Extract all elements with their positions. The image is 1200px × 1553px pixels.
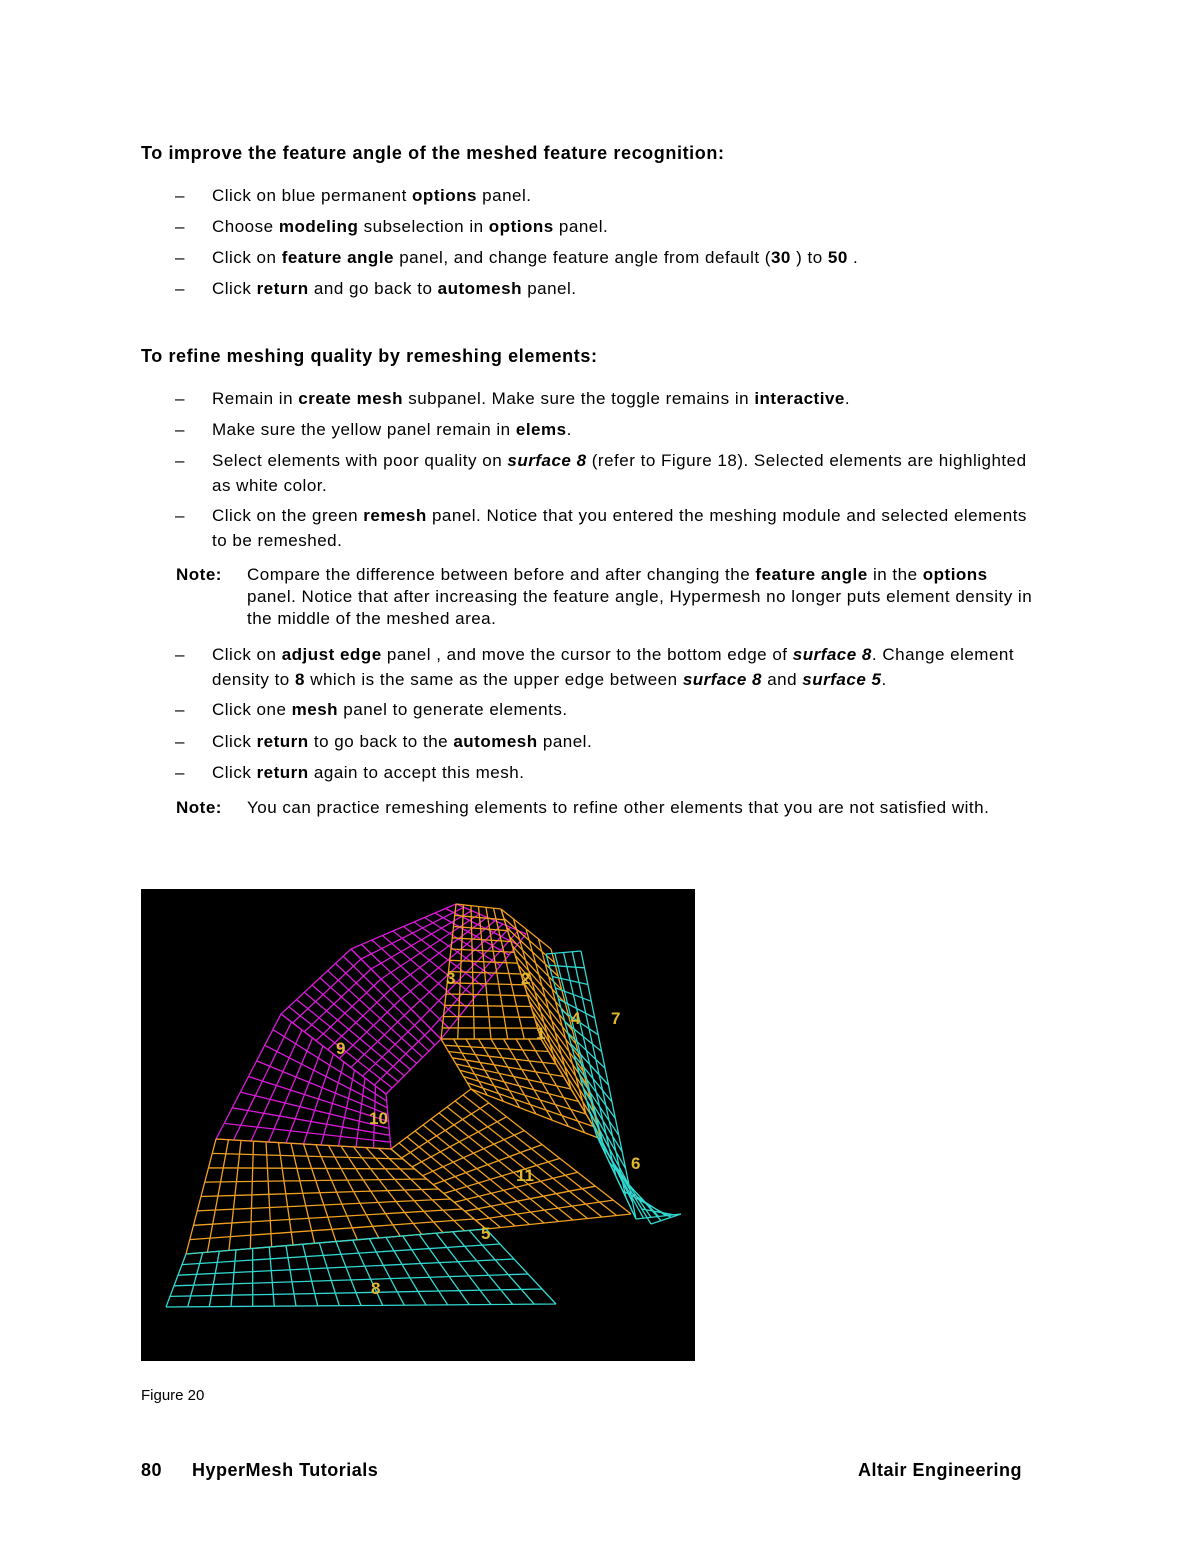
emphasis-bold: return <box>256 732 309 751</box>
mesh-illustration <box>141 889 695 1361</box>
text-run: panel. Notice that you entered the meshing module and selected elements to be remeshed. <box>212 506 1027 550</box>
text-run: Click on <box>212 645 282 664</box>
emphasis-bold: automesh <box>453 732 538 751</box>
text-run: Select elements with poor quality on <box>212 451 508 470</box>
note-practice <box>176 797 1036 819</box>
bullet-dash: – <box>175 420 185 439</box>
text-run: subpanel. Make sure the toggle remains in <box>403 389 755 408</box>
emphasis-bold: 50 <box>827 248 848 267</box>
bullet-dash: – <box>175 248 185 267</box>
note-text <box>247 797 1036 819</box>
text-run: Click <box>212 732 257 751</box>
note-text <box>247 564 1036 630</box>
bullet-dash: – <box>175 186 185 205</box>
steps-list-remesh-b <box>141 642 1041 785</box>
footer-left <box>141 1460 378 1481</box>
footer-company: Altair Engineering <box>857 1460 1022 1480</box>
text-run: . <box>566 420 572 439</box>
surface-3-mesh <box>351 904 526 1039</box>
bullet-dash: – <box>175 506 185 525</box>
list-item <box>141 245 1041 270</box>
surface-label-6: 6 <box>631 1154 641 1173</box>
surface-label-8: 8 <box>371 1279 381 1298</box>
surface-label-3: 3 <box>446 969 456 988</box>
bullet-dash: – <box>175 732 185 751</box>
text-run: panel. <box>521 279 577 298</box>
text-run: . <box>844 389 851 408</box>
bullet-dash: – <box>175 645 185 664</box>
text-run: You can practice remeshing elements to refine other elements that you are not satisfied with. <box>247 798 990 817</box>
list-item <box>141 448 1041 498</box>
list-item <box>141 276 1041 301</box>
emphasis-bold: feature angle <box>755 565 868 584</box>
emphasis-bold-italic: surface 8 <box>507 451 587 470</box>
bullet-dash: – <box>175 389 185 408</box>
figure-caption: Figure 20 <box>141 1387 205 1404</box>
surface-label-10: 10 <box>369 1109 388 1128</box>
section-heading-remesh: To refine meshing quality by remeshing elements: <box>141 346 598 366</box>
text-run: panel. <box>553 217 609 236</box>
emphasis-bold: 30 <box>770 248 791 267</box>
steps-list-remesh-a <box>141 386 1041 553</box>
text-run: Click <box>212 763 257 782</box>
text-run: Click one <box>212 700 292 719</box>
text-run: and go back to <box>308 279 438 298</box>
emphasis-bold: return <box>256 763 309 782</box>
note-feature-angle <box>176 564 1036 630</box>
emphasis-bold: adjust edge <box>281 645 382 664</box>
surface-4-mesh <box>501 909 601 1139</box>
emphasis-bold: create mesh <box>298 389 403 408</box>
surface-label-11: 11 <box>516 1166 534 1185</box>
text-run: and <box>761 670 803 689</box>
emphasis-bold: modeling <box>278 217 359 236</box>
steps-list-feature-angle <box>141 183 1041 301</box>
emphasis-bold: elems <box>515 420 567 439</box>
list-item <box>141 214 1041 239</box>
text-run: . Change element density to <box>212 645 1015 689</box>
section-heading-feature-angle: To improve the feature angle of the meshed feature recognition: <box>141 143 725 163</box>
footer-title: HyperMesh Tutorials <box>192 1460 379 1480</box>
page-number: 80 <box>141 1460 163 1480</box>
emphasis-bold: options <box>412 186 477 205</box>
surface-label-5: 5 <box>481 1224 491 1243</box>
text-run: again to accept this mesh. <box>308 763 525 782</box>
bullet-dash: – <box>175 217 185 236</box>
bullet-dash: – <box>175 700 185 719</box>
surface-label-2: 2 <box>521 969 531 988</box>
text-run: which is the same as the upper edge between <box>304 670 683 689</box>
bullet-dash: – <box>175 279 185 298</box>
list-item <box>141 386 1041 411</box>
emphasis-bold-italic: surface 8 <box>792 645 872 664</box>
text-run: Remain in <box>212 389 299 408</box>
text-run: Click on blue permanent <box>212 186 413 205</box>
list-item <box>141 642 1041 692</box>
bullet-dash: – <box>175 451 185 470</box>
emphasis-bold: options <box>488 217 554 236</box>
text-run: . <box>881 670 887 689</box>
text-run: panel. <box>476 186 532 205</box>
emphasis-bold: 8 <box>295 670 305 689</box>
text-run: panel to generate elements. <box>338 700 568 719</box>
text-run: panel , and move the cursor to the bottom edge of <box>381 645 793 664</box>
surface-label-4: 4 <box>571 1009 581 1028</box>
text-run: Compare the difference between before and after changing the <box>247 565 756 584</box>
emphasis-bold: interactive <box>754 389 845 408</box>
list-item <box>141 697 1041 722</box>
text-run: . <box>847 248 859 267</box>
list-item <box>141 417 1041 442</box>
surface-5-mesh <box>186 1139 486 1254</box>
text-run: ) to <box>790 248 828 267</box>
text-run: subselection in <box>358 217 489 236</box>
text-run: to go back to the <box>308 732 454 751</box>
list-item <box>141 503 1041 553</box>
surface-label-7: 7 <box>611 1009 621 1028</box>
surface-label-1: 1 <box>536 1024 546 1043</box>
text-run: in the <box>867 565 923 584</box>
surface-8-mesh <box>166 1229 556 1307</box>
list-item <box>141 729 1041 754</box>
text-run: Make sure the yellow panel remain in <box>212 420 516 439</box>
text-run: panel, and change feature angle from default ( <box>394 248 771 267</box>
emphasis-bold: options <box>922 565 988 584</box>
text-run: Click on <box>212 248 282 267</box>
note-label: Note: <box>176 798 222 817</box>
emphasis-bold: return <box>256 279 309 298</box>
emphasis-bold: remesh <box>363 506 427 525</box>
emphasis-bold: automesh <box>437 279 522 298</box>
text-run: panel. Notice that after increasing the feature angle, Hypermesh no longer puts element density in the middle of the meshed area. <box>247 587 1033 628</box>
bullet-dash: – <box>175 763 185 782</box>
surface-7-mesh <box>546 951 636 1219</box>
text-run: (refer to Figure 18). Selected elements are highlighted as white color. <box>212 451 1027 495</box>
text-run: Choose <box>212 217 279 236</box>
note-label: Note: <box>176 565 222 584</box>
list-item <box>141 183 1041 208</box>
list-item <box>141 760 1041 785</box>
emphasis-bold-italic: surface 5 <box>802 670 882 689</box>
figure-mesh-image <box>141 889 695 1361</box>
emphasis-bold-italic: surface 8 <box>682 670 762 689</box>
surface-9-mesh <box>281 949 441 1094</box>
text-run: Click <box>212 279 257 298</box>
text-run: panel. <box>537 732 593 751</box>
emphasis-bold: mesh <box>291 700 339 719</box>
surface-label-9: 9 <box>336 1039 346 1058</box>
emphasis-bold: feature angle <box>281 248 394 267</box>
text-run: Click on the green <box>212 506 364 525</box>
